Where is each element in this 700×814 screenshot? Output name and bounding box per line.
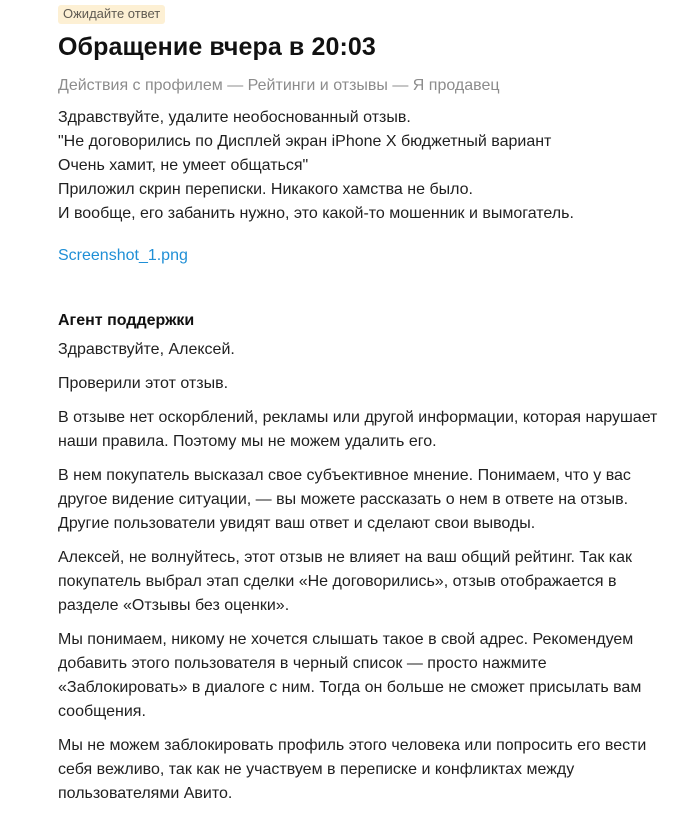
user-message-line: И вообще, его забанить нужно, это какой-то мошенник и вымогатель. <box>58 205 574 222</box>
support-ticket <box>58 5 678 814</box>
agent-reply-body <box>58 338 678 806</box>
user-message-line: Очень хамит, не умеет общаться" <box>58 157 309 174</box>
agent-name: Агент поддержки <box>58 312 195 329</box>
attachment-link[interactable]: Screenshot_1.png <box>58 247 188 264</box>
user-message-line: Приложил скрин переписки. Никакого хамства не было. <box>58 181 473 198</box>
agent-reply <box>58 310 678 806</box>
breadcrumb: Действия с профилем — Рейтинги и отзывы — Я продавец <box>58 77 500 94</box>
reply-paragraph: Проверили этот отзыв. <box>58 375 229 392</box>
reply-paragraph: Мы не можем заблокировать профиль этого человека или попросить его вести себя вежливо, так как не участвуем в переписке и конфликтах между пользователями Авито. <box>58 737 647 802</box>
status-badge: Ожидайте ответ <box>58 5 165 24</box>
reply-paragraph: Здравствуйте, Алексей. <box>58 341 235 358</box>
user-message-line: Здравствуйте, удалите необоснованный отзыв. <box>58 109 411 126</box>
user-message <box>58 106 678 226</box>
reply-paragraph: Мы понимаем, никому не хочется слышать такое в свой адрес. Рекомендуем добавить этого пользователя в черный список — просто нажмите «Заблокировать» в диалоге с ним. Тогда он больше не сможет присылать вам сообщения. <box>58 631 642 720</box>
reply-paragraph: В отзыве нет оскорблений, рекламы или другой информации, которая нарушает наши правила. Поэтому мы не можем удалить его. <box>58 409 658 450</box>
reply-paragraph: В нем покупатель высказал свое субъективное мнение. Понимаем, что у вас другое видение ситуации, — вы можете рассказать о нем в ответе на отзыв. Другие пользователи увидят ваш ответ и сделают свои выводы. <box>58 467 631 532</box>
reply-paragraph: Алексей, не волнуйтесь, этот отзыв не влияет на ваш общий рейтинг. Так как покупатель выбрал этап сделки «Не договорились», отзыв отображается в разделе «Отзывы без оценки». <box>58 549 633 614</box>
user-message-line: "Не договорились по Дисплей экран iPhone X бюджетный вариант <box>58 133 552 150</box>
page-title: Обращение вчера в 20:03 <box>58 33 376 61</box>
